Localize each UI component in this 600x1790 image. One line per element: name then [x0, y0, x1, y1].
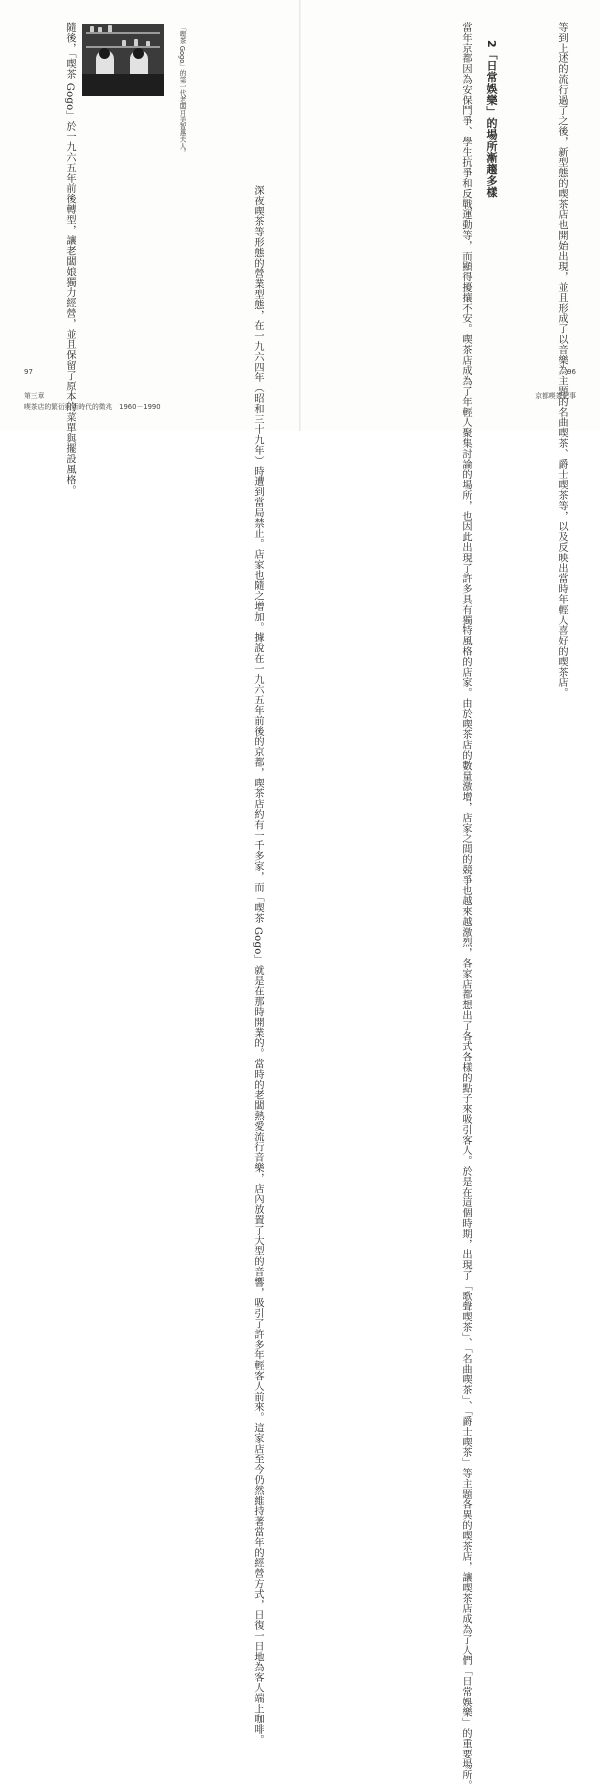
photo-bottle [122, 40, 126, 46]
right-page [301, 0, 600, 1790]
page-number-left: 97 [24, 368, 33, 376]
footer-chapter-title: 喫茶店的繁衍與新時代的徵兆 1960－1990 [24, 403, 161, 411]
left-text-column-main: 深夜喫茶等形態的營業型態，在一九六四年（昭和三十九年）時遭到當局禁止。店家也隨之增加。據說在一九六五年前後的京都，喫茶店約有一千多家，而「喫茶 Gogo」就是在那時開業的。當時的老闆熱愛流行音樂，店內放置了大型的音響，吸引了許多年輕客人前來。這家店至今仍然維持著當年的經營方式，日復一日地為客人端上咖啡。 [252, 185, 263, 1745]
right-text-column-intro: 等到上述的流行過了之後，新型態的喫茶店也開始出現，並且形成了以音樂為主題的名曲喫茶、爵士喫茶等，以及反映出當時年輕人喜好的喫茶店。 [556, 22, 567, 698]
photo-bottle [90, 26, 94, 32]
photo-person-head [99, 48, 110, 59]
right-text-column-body: 當年京都因為安保鬥爭、學生抗爭和反戰運動等，而顯得擾攘不安。喫茶店成為了年輕人聚集討論的場所，也因此出現了許多具有獨特風格的店家。由於喫茶店的數量激增，店家之間的競爭也越來越激烈，各家店都想出了各式各樣的點子來吸引客人。於是在這個時期，出現了「歌聲喫茶」、「名曲喫茶」、「爵士喫茶」等主題各異的喫茶店，讓喫茶店成為了人們「日常娛樂」的重要場所。 [460, 22, 471, 1790]
left-page [0, 0, 299, 1745]
footer-book-title: 京都喫茶記事 [535, 392, 576, 400]
left-text-column-top: 隨後，「喫茶 Gogo」於一九六五年前後轉型，讓老闆娘獨力經營，並且保留了原本的菜單與擺設風格。 [64, 22, 75, 496]
page-number-right: 96 [567, 368, 576, 376]
photo-bottle [146, 41, 150, 46]
photo-shelf [86, 46, 160, 48]
photo-bottle [134, 39, 138, 46]
photo-person-head [133, 48, 144, 59]
photo-counter [82, 74, 164, 96]
photo-bottle [108, 25, 112, 32]
photo-bottle [98, 27, 102, 32]
section-heading: 2「日常娛樂」的場所漸趨多樣 [485, 40, 498, 198]
photo-shelf [86, 32, 160, 34]
photo-caption: 「喫茶 Gogo」的第一代老闆月美智惠夫人。 [178, 24, 186, 156]
footer-chapter: 第三章 [24, 392, 45, 400]
historical-photo [82, 24, 164, 96]
